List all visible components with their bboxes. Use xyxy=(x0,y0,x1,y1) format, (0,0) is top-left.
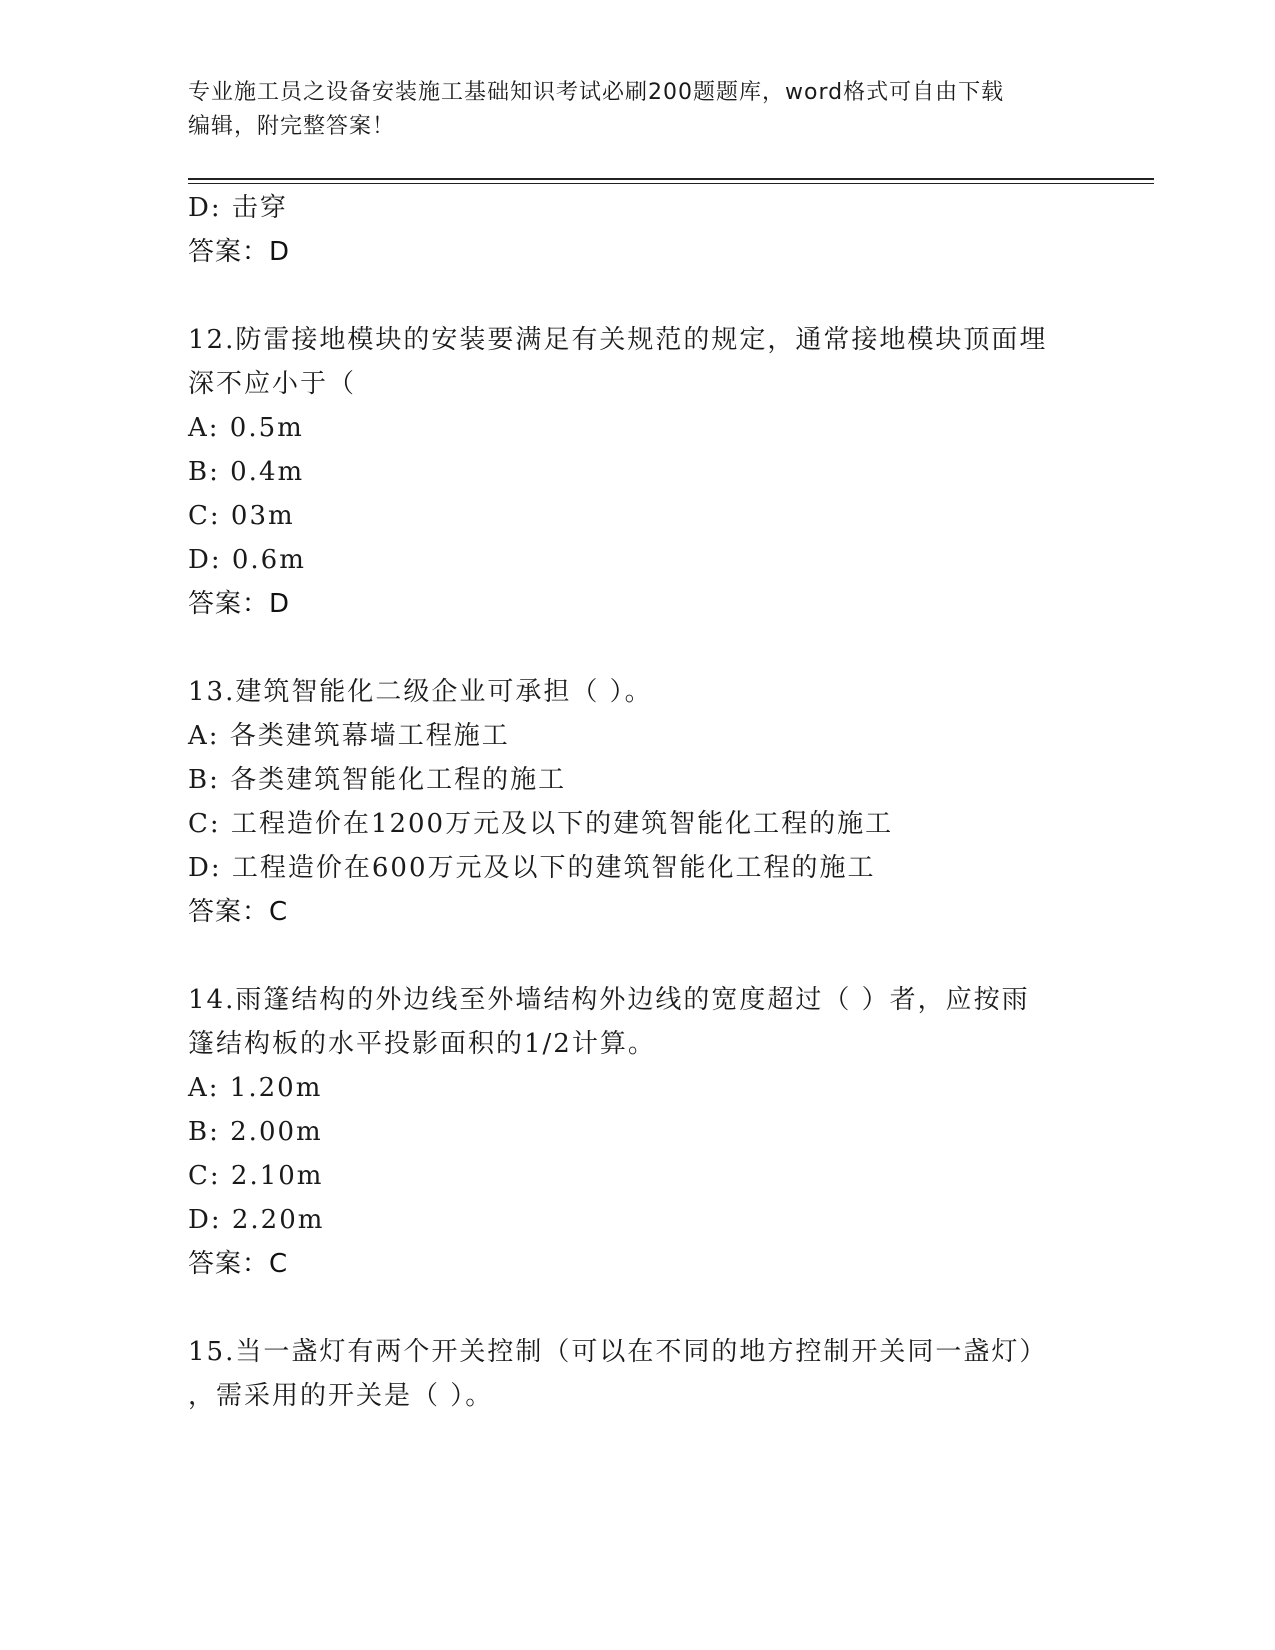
q14-answer: 答案：C xyxy=(188,1249,289,1279)
header-line-2: 编辑，附完整答案！ xyxy=(188,114,396,139)
q13-option-a: A: 各类建筑幕墙工程施工 xyxy=(188,721,510,751)
q12-option-b: B: 0.4m xyxy=(188,457,305,487)
q13-stem-line-1: 13.建筑智能化二级企业可承担（ ）。 xyxy=(188,677,653,707)
q14-stem-line-2: 篷结构板的水平投影面积的1/2计算。 xyxy=(188,1029,656,1059)
q13-answer: 答案：C xyxy=(188,897,289,927)
q14-stem-line-1: 14.雨篷结构的外边线至外墙结构外边线的宽度超过（ ）者，应按雨 xyxy=(188,985,1030,1015)
q13-option-d: D: 工程造价在600万元及以下的建筑智能化工程的施工 xyxy=(188,853,876,883)
q14-option-d: D: 2.20m xyxy=(188,1205,325,1235)
header-line-1: 专业施工员之设备安装施工基础知识考试必刷200题题库，word格式可自由下载 xyxy=(188,80,1005,105)
prev-option-d: D: 击穿 xyxy=(188,193,288,223)
q14-option-a: A: 1.20m xyxy=(188,1073,323,1103)
q12-option-a: A: 0.5m xyxy=(188,413,304,443)
q12-answer: 答案：D xyxy=(188,589,291,619)
document-header xyxy=(188,76,1088,144)
q15-stem-line-1: 15.当一盏灯有两个开关控制（可以在不同的地方控制开关同一盏灯） xyxy=(188,1337,1048,1367)
prev-answer: 答案：D xyxy=(188,237,291,267)
q12-option-d: D: 0.6m xyxy=(188,545,306,575)
q14-option-b: B: 2.00m xyxy=(188,1117,323,1147)
q14-option-c: C: 2.10m xyxy=(188,1161,324,1191)
q12-stem-line-1: 12.防雷接地模块的安装要满足有关规范的规定，通常接地模块顶面埋 xyxy=(188,325,1048,355)
q15-stem-line-2: ，需采用的开关是（ ）。 xyxy=(188,1381,494,1411)
q12-stem-line-2: 深不应小于（ xyxy=(188,369,357,399)
q13-option-b: B: 各类建筑智能化工程的施工 xyxy=(188,765,567,795)
header-divider-thick xyxy=(188,178,1154,180)
q12-option-c: C: 03m xyxy=(188,501,295,531)
q13-option-c: C: 工程造价在1200万元及以下的建筑智能化工程的施工 xyxy=(188,809,894,839)
header-divider-thin xyxy=(188,183,1154,184)
